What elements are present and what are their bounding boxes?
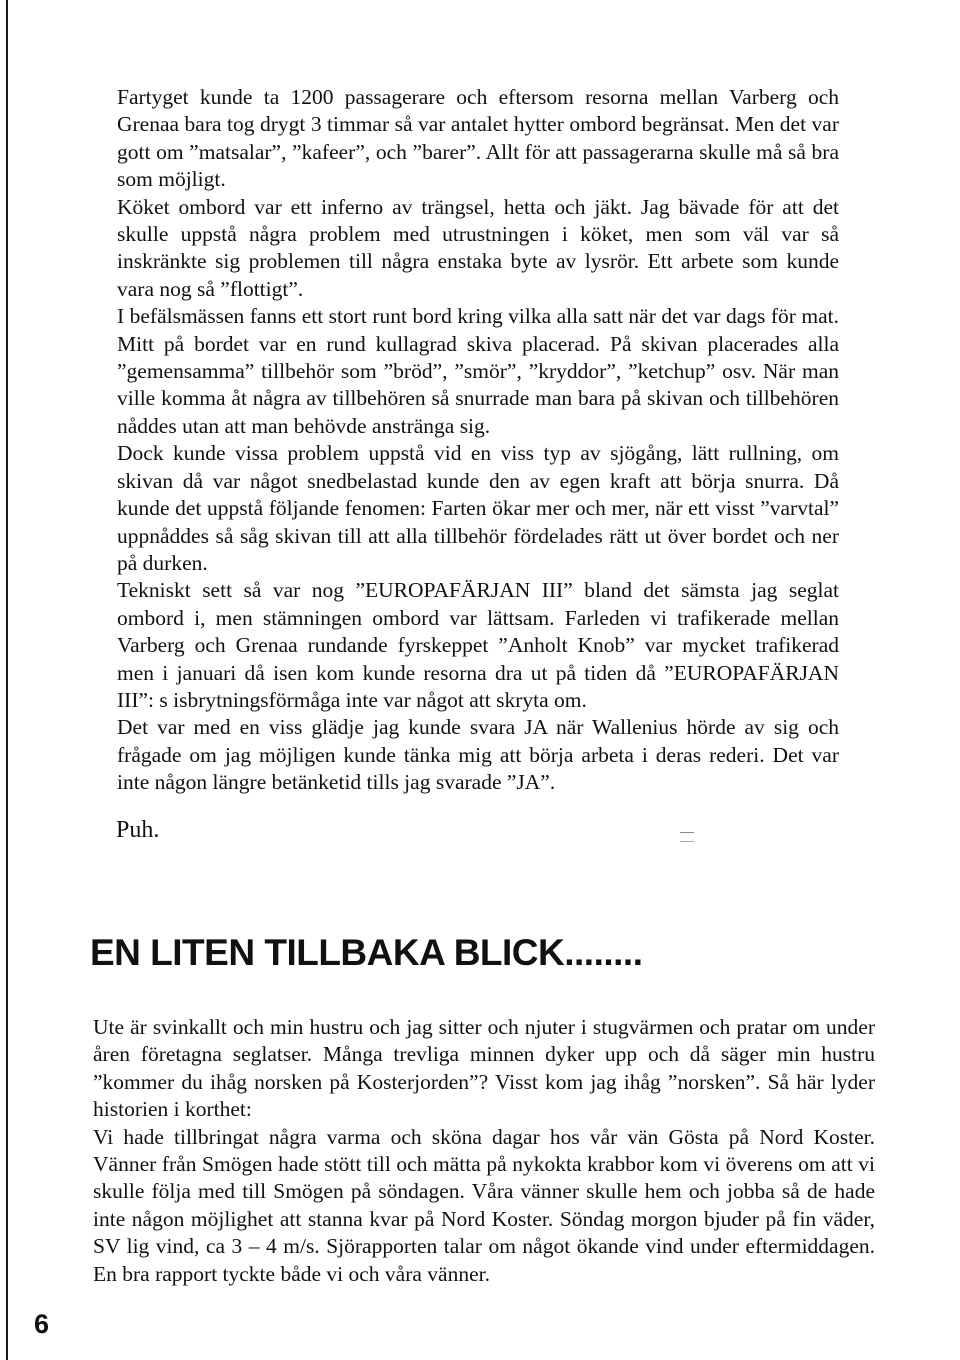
paragraph: Fartyget kunde ta 1200 passagerare och eftersom resorna mellan Varberg och Grenaa bara tog drygt 3 timmar så var antalet hytter ombord begränsat. Men det var gott om ”matsalar”, ”kafeer”, och ”barer”. Allt för att passagerarna skulle må så bra som möjligt. — [117, 85, 839, 192]
sign-off: Puh. — [116, 817, 160, 843]
paragraph: Ute är svinkallt och min hustru och jag sitter och njuter i stugvärmen och pratar om under åren företagna seglatser. Många trevliga minnen dyker upp och då säger min hustru ”kommer du ihåg norsken på Kosterjorden”? Visst kom jag ihåg ”norsken”. Så här lyder historien i korthet: — [93, 1015, 875, 1122]
stray-mark — [680, 832, 694, 842]
upper-article — [117, 84, 839, 797]
page-number: 6 — [34, 1309, 50, 1339]
paragraph: Köket ombord var ett inferno av trängsel, hetta och jäkt. Jag bävade för att det skulle uppstå några problem med utrustningen i köket, men som väl var så inskränkte sig problemen till några enstaka byte av lysrör. Ett arbete som kunde vara nog så ”flottigt”. — [117, 194, 839, 301]
page-edge-line — [6, 0, 8, 1360]
paragraph: Dock kunde vissa problem uppstå vid en viss typ av sjögång, lätt rullning, om skivan då var något snedbelastad kunde den av egen kraft att börja snurra. Då kunde det uppstå följande fenomen: Farten ökar mer och mer, när ett visst ”varvtal” uppnåddes så såg skivan till att alla tillbehör fördelades rätt ut över bordet och ner på durken. — [117, 441, 839, 575]
lower-article — [93, 1014, 875, 1288]
paragraph: Tekniskt sett så var nog ”EUROPAFÄRJAN III” bland det sämsta jag seglat ombord i, men stämningen ombord var lättsam. Farleden vi trafikerade mellan Varberg och Grenaa rundande fyrskeppet ”Anholt Knob” var mycket trafikerad men i januari då isen kom kunde resorna dra ut på tiden då ”EUROPAFÄRJAN III”: s isbrytningsförmåga inte var något att skryta om. — [117, 578, 839, 712]
paragraph: Vi hade tillbringat några varma och sköna dagar hos vår vän Gösta på Nord Koster. Vänner från Smögen hade stött till och mätta på nykokta krabbor kom vi överens om att vi skulle följa med till Smögen på söndagen. Våra vänner skulle hem och jobba så de hade inte någon möjlighet att stanna kvar på Nord Koster. Söndag morgon bjuder på fin väder, SV lig vind, ca 3 – 4 m/s. Sjörapporten talar om något ökande vind under eftermiddagen. En bra rapport tyckte både vi och våra vänner. — [93, 1124, 875, 1286]
section-heading: EN LITEN TILLBAKA BLICK........ — [90, 932, 643, 973]
paragraph: I befälsmässen fanns ett stort runt bord kring vilka alla satt när det var dags för mat. Mitt på bordet var en rund kullagrad skiva placerad. På skivan placerades alla ”gemensamma” tillbehör som ”bröd”, ”smör”, ”kryddor”, ”ketchup” osv. När man ville komma åt några av tillbehören så snurrade man bara på skivan och tillbehören nåddes utan att man behövde anstränga sig. — [117, 304, 839, 438]
paragraph: Det var med en viss glädje jag kunde svara JA när Wallenius hörde av sig och frågade om jag möjligen kunde tänka mig att börja arbeta i deras rederi. Det var inte någon längre betänketid tills jag svarade ”JA”. — [117, 715, 839, 795]
